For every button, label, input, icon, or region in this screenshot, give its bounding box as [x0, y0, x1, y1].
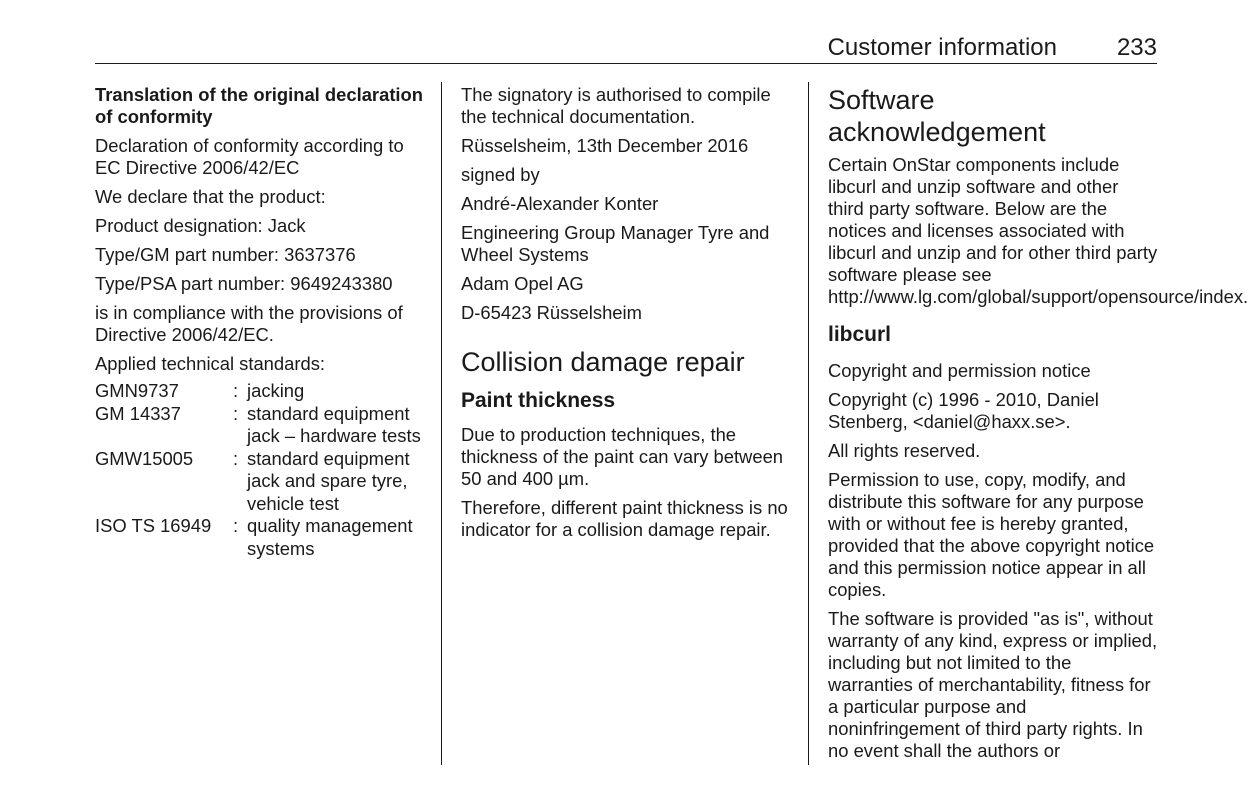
colon-separator: : [233, 402, 239, 424]
license-paragraph: Copyright (c) 1996 - 2010, Daniel Stenberg, <daniel@haxx.se>. [828, 389, 1099, 432]
declaration-paragraph: Product designation: Jack [95, 215, 306, 236]
paint-paragraph: Therefore, different paint thickness is no indicator for a collision damage repair. [461, 497, 788, 540]
standard-description: standard equipment jack and spare tyre, vehicle test [247, 447, 410, 514]
column-software-acknowledgement [828, 84, 1248, 769]
standard-code: GMN9737 [95, 380, 179, 401]
standard-code: GMW15005 [95, 447, 194, 469]
colon-separator: : [233, 380, 239, 401]
signatory-paragraph: signed by [461, 164, 540, 185]
signatory-paragraph: D-65423 Rüsselsheim [461, 302, 642, 323]
column-divider-right [808, 82, 809, 765]
signatory-paragraph: Rüsselsheim, 13th December 2016 [461, 135, 749, 156]
software-section-title: Software acknowledgement [828, 85, 1046, 147]
table-row [95, 403, 430, 448]
table-row [95, 515, 430, 560]
signatory-paragraph: André-Alexander Konter [461, 193, 659, 214]
column-declaration [95, 84, 430, 560]
column-signatory-collision [461, 84, 796, 548]
declaration-paragraph: Declaration of conformity according to EC Directive 2006/42/EC [95, 135, 404, 178]
header-rule [95, 63, 1157, 64]
license-paragraph: Permission to use, copy, modify, and distribute this software for any purpose with or without fee is hereby granted, provided that the above copyright notice and this permission notice appear in all copies. [828, 469, 1155, 600]
declaration-paragraph: Type/PSA part number: 9649243380 [95, 273, 393, 294]
paint-paragraph: Due to production techniques, the thickness of the paint can vary between 50 and 400 µm. [461, 424, 784, 489]
collision-section-title: Collision damage repair [461, 347, 745, 377]
page-number: 233 [1116, 34, 1157, 61]
signatory-paragraph: Engineering Group Manager Tyre and Wheel Systems [461, 222, 770, 265]
table-row [95, 448, 430, 516]
signatory-paragraph: Adam Opel AG [461, 273, 584, 294]
declaration-paragraph: is in compliance with the provisions of Directive 2006/42/EC. [95, 302, 403, 345]
standard-description: standard equipment jack – hardware tests [247, 402, 421, 446]
standard-description: jacking [247, 380, 305, 401]
license-paragraph: The software is provided "as is", without warranty of any kind, express or implied, including but not limited to the warranties of merchantability, fitness for a particular purpose and noninfringement of third party rights. In no event shall the authors or [828, 608, 1158, 761]
declaration-heading: Translation of the original declaration of conformity [95, 84, 424, 127]
libcurl-heading: libcurl [828, 323, 892, 346]
paint-thickness-heading: Paint thickness [461, 389, 616, 412]
license-paragraph: Copyright and permission notice [828, 360, 1091, 381]
header-section-title: Customer information [827, 34, 1057, 61]
declaration-paragraph: Type/GM part number: 3637376 [95, 244, 356, 265]
colon-separator: : [233, 447, 239, 469]
declaration-paragraph: We declare that the product: [95, 186, 326, 207]
declaration-paragraph: Applied technical standards: [95, 353, 326, 374]
colon-separator: : [233, 515, 239, 536]
license-paragraph: All rights reserved. [828, 440, 981, 461]
standards-table [95, 380, 430, 560]
column-divider-left [441, 82, 442, 765]
software-intro: Certain OnStar components include libcurl and unzip software and other third party software. Below are the notices and licenses associated with libcurl and unzip and for other third party software please see http://www.lg.com/global/support/opensource/index. [828, 154, 1248, 307]
standard-code: GM 14337 [95, 402, 181, 424]
standard-description: quality management systems [247, 515, 413, 559]
standard-code: ISO TS 16949 [95, 515, 212, 536]
signatory-paragraph: The signatory is authorised to compile the technical documentation. [461, 84, 771, 127]
table-row [95, 380, 430, 403]
